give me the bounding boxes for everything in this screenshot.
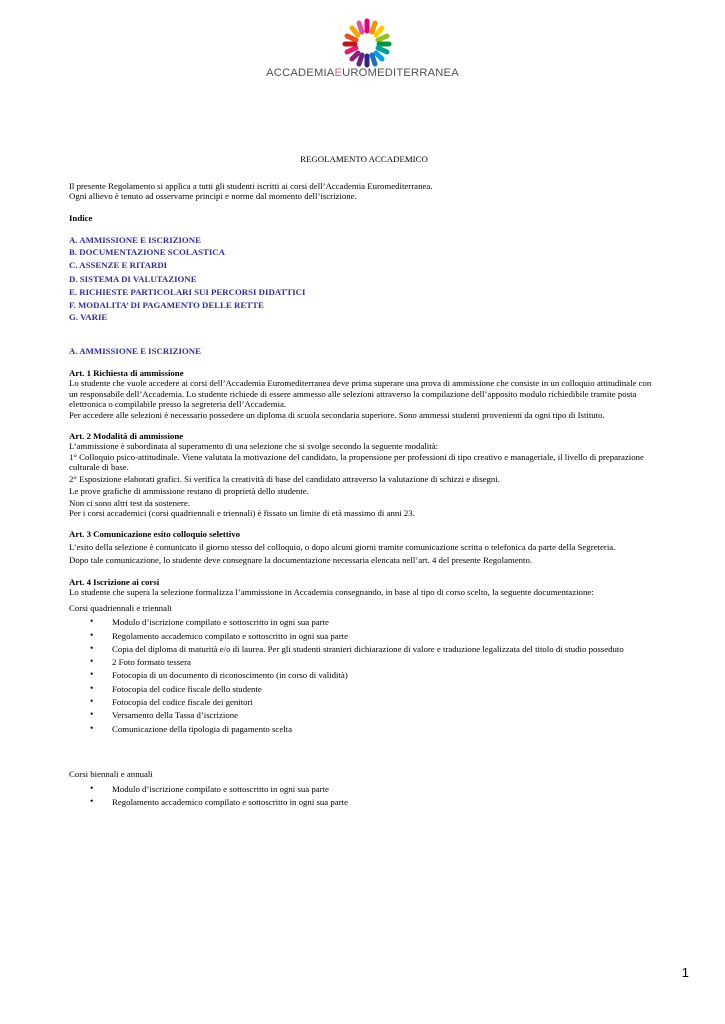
list-item: • Regolamento accademico compilato e sottoscritto in ogni sua parte [112, 630, 659, 643]
article-4 [69, 577, 659, 810]
list-item: • Fotocopia del codice fiscale dello studente [112, 683, 659, 696]
article-paragraph: Per accedere alle selezioni è necessario possedere un diploma di scuola secondaria superiore. Sono ammessi studenti provenienti da ogni tipo di Istituto. [69, 409, 605, 420]
list-item: • Copia del diploma di maturità e/o di laurea. Per gli studenti stranieri dichiarazione di valore e traduzione legalizzata del titolo di studio posseduto [112, 643, 659, 656]
list-item: • Regolamento accademico compilato e sottoscritto in ogni sua parte [112, 796, 659, 809]
toc-item[interactable]: B. DOCUMENTAZIONE SCOLASTICA [69, 247, 226, 258]
article-title: Art. 3 Comunicazione esito colloquio selettivo [69, 528, 241, 539]
toc-item[interactable]: G. VARIE [69, 312, 108, 323]
article-title: Art. 1 Richiesta di ammissione [69, 367, 184, 378]
article-paragraph: Le prove grafiche di ammissione restano di proprietà dello studente. [69, 486, 309, 497]
table-of-contents [69, 235, 659, 323]
list-item: • Modulo d’iscrizione compilato e sottoscritto in ogni sua parte [112, 616, 659, 629]
article-paragraph: Lo studente che vuole accedere ai corsi dell’Accademia Euromediterranea deve prima superare una prova di ammissione che consiste in un colloquio attitudinale con un responsabile dell’Accademia. Lo studente richiede di essere ammesso alle selezioni attraverso la compilazione dell’apposito modulo richiedibile tramite posta elettronica o compilabile presso la segreteria dell’Accademia. [69, 378, 652, 410]
article-paragraph: Per i corsi accademici (corsi quadriennali e triennali) è fissato un limite di età massimo di anni 23. [69, 508, 415, 519]
toc-item[interactable]: D. SISTEMA DI VALUTAZIONE [69, 273, 197, 284]
toc-item[interactable]: E. RICHIESTE PARTICOLARI SUI PERCORSI DIDATTICI [69, 286, 306, 297]
list-item: • Fotocopia di un documento di riconoscimento (in corso di validità) [112, 669, 659, 682]
list-item: • 2 Foto formato tessera [112, 656, 659, 669]
article-title: Art. 2 Modalità di ammissione [69, 430, 184, 441]
document-title: REGOLAMENTO ACCADEMICO [300, 154, 428, 164]
course-group-title: Corsi biennali e annuali [69, 768, 153, 779]
list-item: • Comunicazione della tipologia di pagamento scelta [112, 723, 659, 736]
article-paragraph: L’ammissione è subordinata al superamento di una selezione che si svolge secondo la seguente modalità: [69, 441, 439, 452]
page-number: 1 [681, 965, 689, 980]
intro-line: Il presente Regolamento si applica a tutti gli studenti iscritti ai corsi dell’Accademia Euromediterranea. [69, 180, 433, 191]
course-group-title: Corsi quadriennali e triennali [69, 602, 172, 613]
article-1 [69, 368, 659, 421]
article-paragraph: Dopo tale comunicazione, lo studente deve consegnare la documentazione necessaria elencata nell’art. 4 del presente Regolamento. [69, 555, 533, 566]
list-item: • Versamento della Tassa d’iscrizione [112, 709, 659, 722]
article-paragraph: Lo studente che supera la selezione formalizza l’ammissione in Accademia consegnando, in base al tipo di corso scelto, la seguente documentazione: [69, 587, 594, 598]
section-a-heading: A. AMMISSIONE E ISCRIZIONE [69, 345, 201, 356]
academy-logo-icon [342, 18, 392, 68]
article-paragraph: L’esito della selezione è comunicato il giorno stesso del colloquio, o dopo alcuni giorni tramite comunicazione scritta o telefonica da parte della Segreteria. [69, 541, 616, 552]
document-list [69, 616, 659, 736]
list-item: • Modulo d’iscrizione compilato e sottoscritto in ogni sua parte [112, 783, 659, 796]
article-paragraph: 1° Colloquio psico-attitudinale. Viene valutata la motivazione del candidato, la propensione per professioni di tipo creativo e manageriale, il livello di preparazione culturale di base. [69, 451, 644, 473]
article-paragraph: Non ci sono altri test da sostenere. [69, 497, 190, 508]
toc-item[interactable]: A. AMMISSIONE E ISCRIZIONE [69, 235, 201, 246]
brand-wordmark: ACCADEMIAEUROMEDITERRANEA [266, 67, 459, 79]
toc-item[interactable]: C. ASSENZE E RITARDI [69, 260, 168, 271]
intro-line: Ogni allievo è tenuto ad osservarne principi e norme dal momento dell’iscrizione. [69, 191, 357, 202]
article-paragraph: 2° Esposizione elaborati grafici. Si verifica la creatività di base del candidato attraverso la valutazione di schizzi e disegni. [69, 473, 500, 484]
article-2 [69, 431, 659, 519]
article-3 [69, 529, 659, 567]
document-body [69, 154, 659, 819]
list-item: • Fotocopia del codice fiscale dei genitori [112, 696, 659, 709]
index-title: Indice [69, 212, 93, 223]
intro-paragraph [69, 181, 659, 202]
toc-item[interactable]: F. MODALITA’ DI PAGAMENTO DELLE RETTE [69, 299, 264, 310]
document-list [69, 783, 659, 810]
article-title: Art. 4 Iscrizione ai corsi [69, 576, 160, 587]
